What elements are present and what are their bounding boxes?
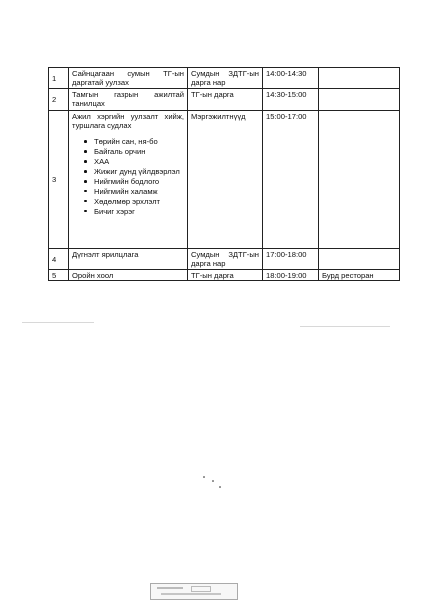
participants-cell: Мэргэжилтнүүд [188, 111, 263, 249]
time-cell: 14:00-14:30 [263, 68, 319, 89]
participants-cell: ТГ-ын дарга [188, 269, 263, 280]
table-row [49, 89, 400, 111]
activity-cell: Тамгын газрын ажилтай танилцах [69, 89, 188, 111]
scan-speck [219, 486, 221, 488]
row-number: 2 [49, 89, 69, 111]
list-item: Нийгмийн бодлого [94, 177, 184, 186]
participants-cell: ТГ-ын дарга [188, 89, 263, 111]
location-cell [319, 111, 400, 249]
activity-cell [69, 111, 188, 249]
table-row [49, 269, 400, 280]
time-cell: 15:00-17:00 [263, 111, 319, 249]
list-item: Нийгмийн халамж [94, 187, 184, 196]
table-row [49, 249, 400, 270]
activity-cell: Сайнцагаан сумын ТГ-ын даргатай уулзах [69, 68, 188, 89]
location-cell: Бурд ресторан [319, 269, 400, 280]
time-cell: 17:00-18:00 [263, 249, 319, 270]
scan-speck [212, 480, 214, 482]
list-item: ХАА [94, 157, 184, 166]
list-item: Байгаль орчин [94, 147, 184, 156]
participants-cell: Сумдын ЗДТГ-ын дарга нар [188, 68, 263, 89]
time-cell: 18:00-19:00 [263, 269, 319, 280]
list-item: Жижиг дунд үйлдвэрлэл [94, 167, 184, 176]
activity-text: Ажил хэргийн уулзалт хийж, туршлага судлах [72, 112, 184, 131]
table-row [49, 111, 400, 249]
activity-cell: Дүгнэлт ярилцлага [69, 249, 188, 270]
list-item: Хөдөлмөр эрхлэлт [94, 197, 184, 206]
schedule-table [48, 67, 400, 281]
table-row [49, 68, 400, 89]
scan-speck [203, 476, 205, 478]
list-item: Бичиг хэрэг [94, 207, 184, 216]
list-item: Төрийн сан, ня-бо [94, 137, 184, 146]
location-cell [319, 68, 400, 89]
activity-cell: Оройн хоол [69, 269, 188, 280]
time-cell: 14:30-15:00 [263, 89, 319, 111]
row-number: 1 [49, 68, 69, 89]
scan-line [22, 322, 94, 323]
stamp-mark [150, 583, 238, 600]
topic-list [72, 137, 184, 216]
location-cell [319, 249, 400, 270]
row-number: 4 [49, 249, 69, 270]
participants-cell: Сумдын ЗДТГ-ын дарга нар [188, 249, 263, 270]
scan-line [300, 326, 390, 327]
row-number: 3 [49, 111, 69, 249]
row-number: 5 [49, 269, 69, 280]
location-cell [319, 89, 400, 111]
